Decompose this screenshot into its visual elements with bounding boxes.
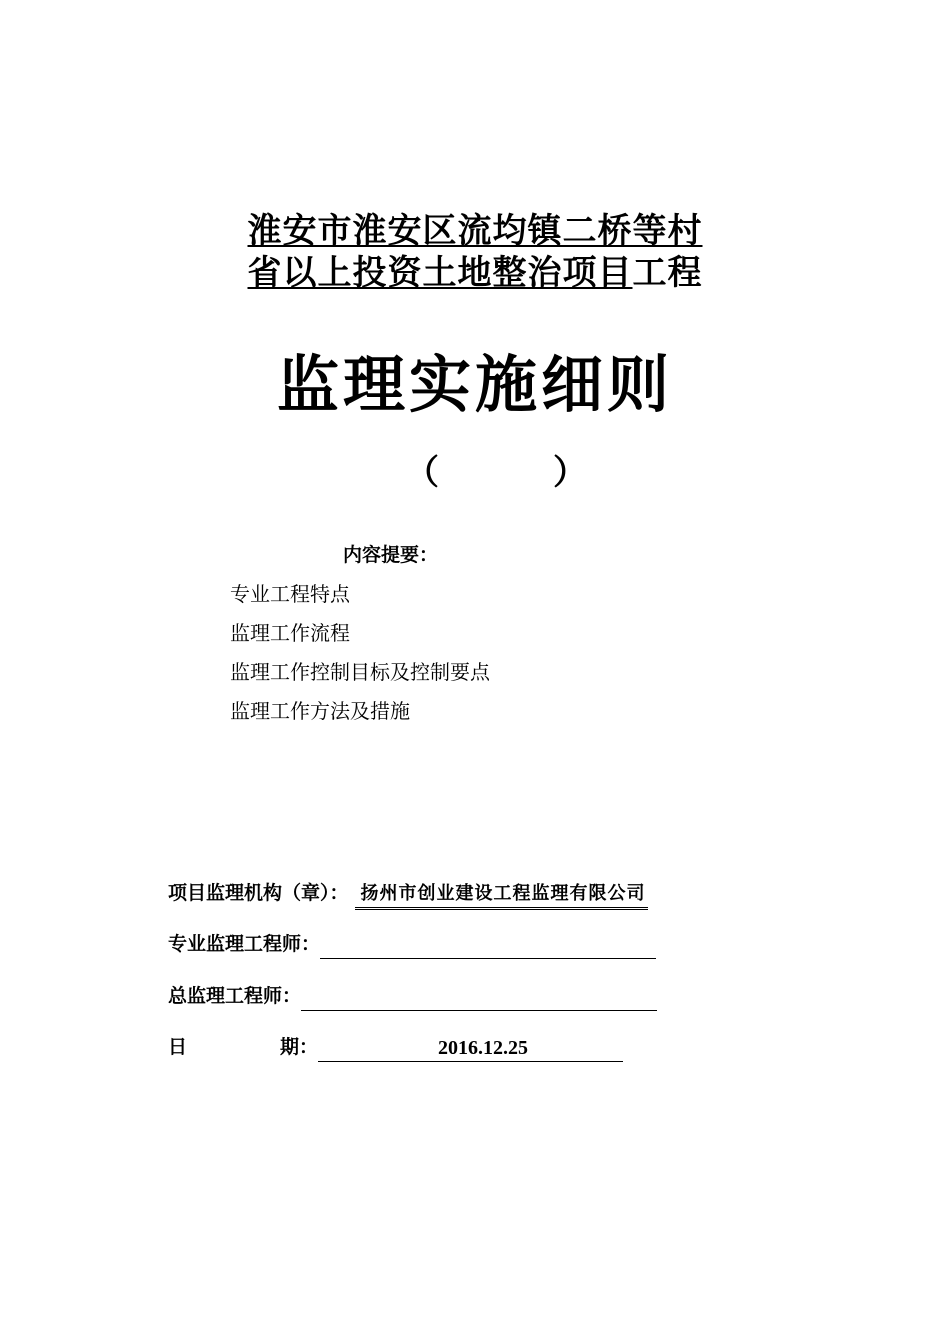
project-title-line-1 (0, 210, 950, 252)
main-title: 监理实施细则 (276, 348, 673, 421)
specialist-engineer-label: 专业监理工程师： (168, 933, 321, 955)
summary-list (230, 575, 490, 731)
project-title-line-2-underlined: 省以上投资土地整治项目 (247, 253, 633, 293)
summary-item: 监理工作控制目标及控制要点 (230, 660, 490, 684)
project-title-line-1-text: 淮安市淮安区流均镇二桥等村 (247, 211, 703, 251)
project-title-line-2-tail: 工程 (632, 253, 703, 293)
paren-close: ） (553, 453, 587, 493)
chief-engineer-row (168, 981, 657, 1011)
project-title-line-2 (0, 252, 950, 294)
specialist-engineer-row (168, 929, 656, 959)
summary-item: 监理工作流程 (230, 621, 350, 645)
org-label: 项目监理机构（章）： (168, 882, 349, 904)
chief-engineer-signature-line[interactable] (301, 988, 657, 1011)
specialist-engineer-signature-line[interactable] (320, 936, 656, 959)
summary-item: 监理工作方法及措施 (230, 699, 410, 723)
subtitle-parentheses (0, 445, 950, 493)
paren-open: （ (405, 453, 439, 493)
chief-engineer-label: 总监理工程师： (168, 985, 302, 1007)
org-name: 扬州市创业建设工程监理有限公司 (355, 883, 648, 910)
project-title (0, 210, 950, 294)
org-row (168, 878, 648, 908)
date-label-period: 期： (280, 1036, 319, 1058)
summary-label: 内容提要： (343, 544, 439, 566)
date-row (168, 1032, 623, 1062)
date-label-day: 日 (168, 1036, 188, 1058)
date-value: 2016.12.25 (438, 1037, 529, 1059)
summary-item: 专业工程特点 (230, 582, 350, 606)
date-field (318, 1035, 623, 1062)
